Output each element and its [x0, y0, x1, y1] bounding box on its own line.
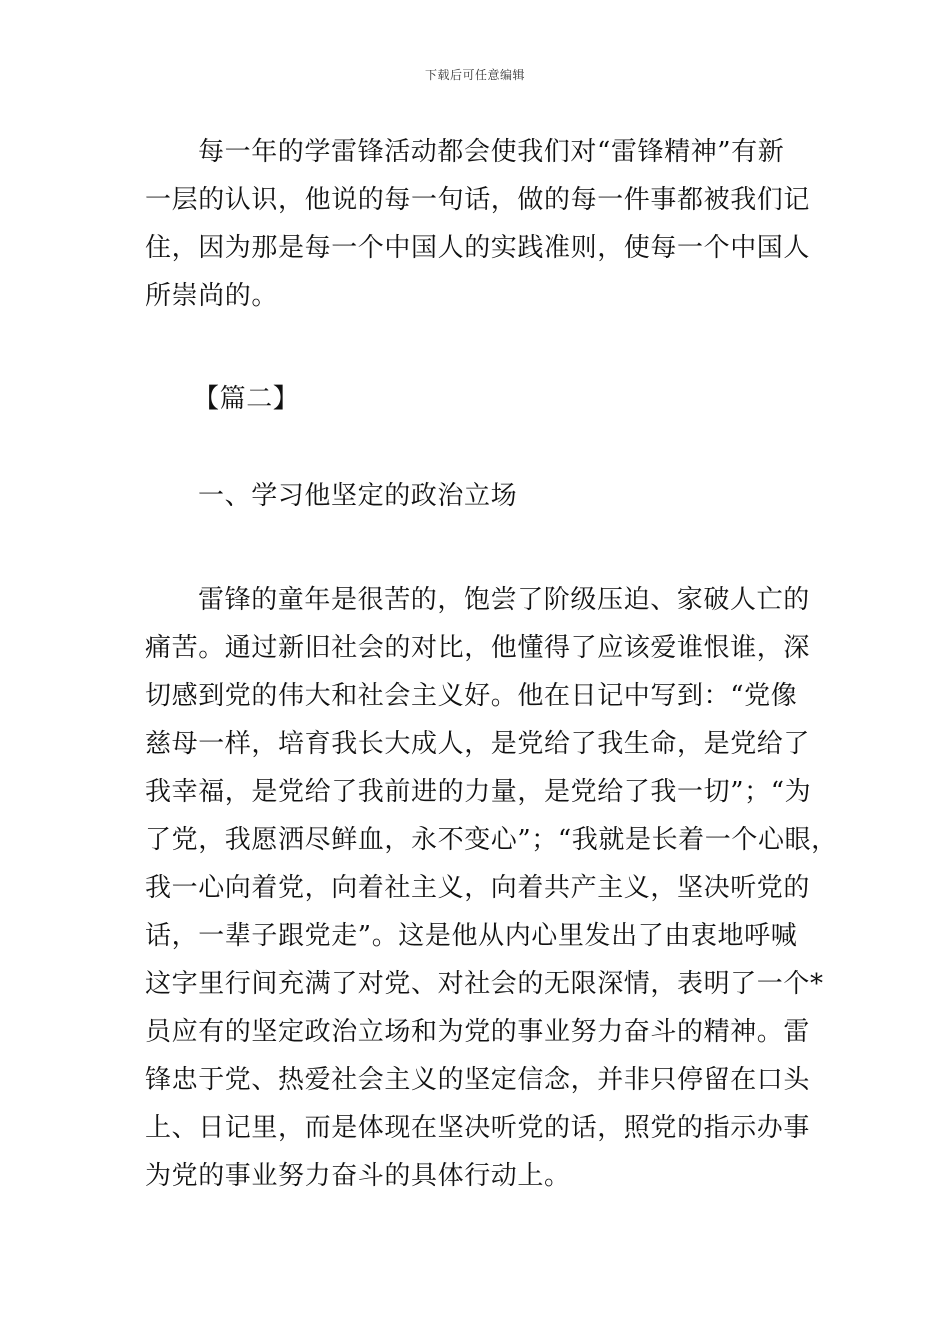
text-line: 了党，我愿洒尽鲜血，永不变心”；“我就是长着一个心眼， — [145, 825, 838, 855]
text-line: 痛苦。通过新旧社会的对比，他懂得了应该爱谁恨谁，深 — [145, 633, 811, 663]
text-line: 切感到党的伟大和社会主义好。他在日记中写到：“党像 — [145, 681, 798, 711]
text-line: 所崇尚的。 — [145, 281, 279, 311]
chapter-heading — [145, 375, 815, 423]
text-line: 为党的事业努力奋斗的具体行动上。 — [145, 1161, 571, 1191]
text-line: 锋忠于党、热爱社会主义的坚定信念，并非只停留在口头 — [145, 1065, 811, 1095]
text-line: 员应有的坚定政治立场和为党的事业努力奋斗的精神。雷 — [145, 1017, 811, 1047]
text-line: 住，因为那是每一个中国人的实践准则，使每一个中国人 — [145, 233, 811, 263]
text-line: 雷锋的童年是很苦的，饱尝了阶级压迫、家破人亡的 — [198, 585, 810, 615]
text-line: 我幸福，是党给了我前进的力量，是党给了我一切”；“为 — [145, 777, 812, 807]
section-heading — [145, 472, 815, 520]
text-line: 话，一辈子跟党走”。这是他从内心里发出了由衷地呼喊 — [145, 921, 798, 951]
text-line: 我一心向着党，向着社主义，向着共产主义，坚决听党的 — [145, 873, 811, 903]
chapter-heading-text: 【篇二】 — [193, 384, 300, 414]
page-header-note: 下载后可任意编辑 — [424, 68, 525, 82]
text-line: 上、日记里，而是体现在坚决听党的话，照党的指示办事 — [145, 1113, 811, 1143]
text-line: 慈母一样，培育我长大成人，是党给了我生命，是党给了 — [145, 729, 811, 759]
paragraph-intro — [145, 128, 815, 320]
section-heading-text: 一、学习他坚定的政治立场 — [198, 481, 518, 511]
text-line: 一层的认识，他说的每一句话，做的每一件事都被我们记 — [145, 185, 811, 215]
text-line: 这字里行间充满了对党、对社会的无限深情，表明了一个* — [145, 969, 824, 999]
paragraph-body — [145, 576, 838, 1200]
text-line: 每一年的学雷锋活动都会使我们对“雷锋精神”有新 — [198, 137, 785, 167]
